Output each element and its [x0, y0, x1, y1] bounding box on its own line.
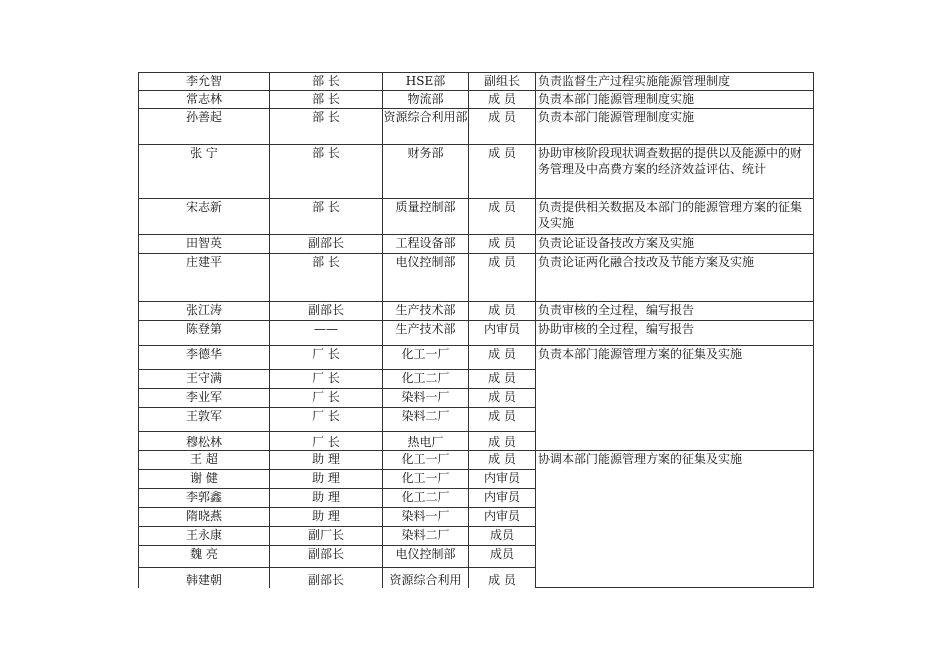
- member-name: 宋志新: [139, 199, 270, 235]
- member-position: 助 理: [270, 489, 383, 508]
- member-role: 成 员: [469, 408, 536, 432]
- member-name: 常志林: [139, 91, 270, 109]
- member-position: ——: [270, 321, 383, 346]
- table-row: [139, 302, 814, 321]
- member-name: 李德华: [139, 346, 270, 370]
- member-position: 助 理: [270, 451, 383, 470]
- member-name: 王守满: [139, 370, 270, 389]
- member-role: 成员: [469, 546, 536, 568]
- member-role: 成 员: [469, 145, 536, 199]
- member-role: 副组长: [469, 73, 536, 91]
- member-department: 质量控制部: [383, 199, 469, 235]
- member-name: 隋晓燕: [139, 508, 270, 527]
- team-members-table: [138, 72, 814, 588]
- member-department: 化工一厂: [383, 451, 469, 470]
- member-name: 王 超: [139, 451, 270, 470]
- table-row: [139, 254, 814, 302]
- member-position: 副部长: [270, 302, 383, 321]
- member-position: 厂 长: [270, 432, 383, 451]
- member-position: 助 理: [270, 508, 383, 527]
- member-duty: 负责审核的全过程，编写报告: [536, 302, 814, 321]
- member-role: 成 员: [469, 568, 536, 588]
- member-name: 李业军: [139, 389, 270, 408]
- member-department: 化工二厂: [383, 370, 469, 389]
- member-role: 成 员: [469, 235, 536, 254]
- member-role: 内审员: [469, 321, 536, 346]
- member-name: 王永康: [139, 527, 270, 546]
- member-name: 王敦军: [139, 408, 270, 432]
- member-department: 电仪控制部: [383, 546, 469, 568]
- member-department: 资源综合利用: [383, 568, 469, 588]
- member-department: 生产技术部: [383, 321, 469, 346]
- member-role: 成 员: [469, 451, 536, 470]
- member-role: 成员: [469, 527, 536, 546]
- member-department: 化工一厂: [383, 470, 469, 489]
- member-department: 热电厂: [383, 432, 469, 451]
- member-position: 副部长: [270, 235, 383, 254]
- member-department: 生产技术部: [383, 302, 469, 321]
- member-name: 庄建平: [139, 254, 270, 302]
- member-name: 谢 健: [139, 470, 270, 489]
- member-position: 厂 长: [270, 389, 383, 408]
- member-department: 染料二厂: [383, 408, 469, 432]
- member-department: 化工一厂: [383, 346, 469, 370]
- group-duty-factory: 负责本部门能源管理方案的征集及实施: [536, 346, 814, 451]
- member-duty: 协助审核阶段现状调查数据的提供以及能源中的财务管理及中高费方案的经济效益评估、统计: [536, 145, 814, 199]
- member-position: 部 长: [270, 109, 383, 145]
- group-duty-assistants: 协调本部门能源管理方案的征集及实施: [536, 451, 814, 588]
- member-department: 染料二厂: [383, 527, 469, 546]
- member-duty: 协助审核的全过程，编写报告: [536, 321, 814, 346]
- table-row: [139, 109, 814, 145]
- member-name: 张 宁: [139, 145, 270, 199]
- member-duty: 负责提供相关数据及本部门的能源管理方案的征集及实施: [536, 199, 814, 235]
- member-department: 化工二厂: [383, 489, 469, 508]
- member-name: 穆松林: [139, 432, 270, 451]
- member-department: 电仪控制部: [383, 254, 469, 302]
- member-department: 工程设备部: [383, 235, 469, 254]
- member-position: 副部长: [270, 546, 383, 568]
- member-name: 李允智: [139, 73, 270, 91]
- member-department: 染料一厂: [383, 389, 469, 408]
- member-position: 部 长: [270, 145, 383, 199]
- member-position: 部 长: [270, 91, 383, 109]
- member-duty: 负责论证设备技改方案及实施: [536, 235, 814, 254]
- member-position: 厂 长: [270, 370, 383, 389]
- table-row: [139, 73, 814, 91]
- member-position: 助 理: [270, 470, 383, 489]
- member-name: 张江涛: [139, 302, 270, 321]
- table-row: [139, 235, 814, 254]
- member-duty: 负责本部门能源管理制度实施: [536, 91, 814, 109]
- member-name: 魏 亮: [139, 546, 270, 568]
- member-role: 成 员: [469, 370, 536, 389]
- table-row: [139, 91, 814, 109]
- member-position: 厂 长: [270, 346, 383, 370]
- member-role: 成 员: [469, 389, 536, 408]
- member-role: 成 员: [469, 109, 536, 145]
- member-name: 田智英: [139, 235, 270, 254]
- member-role: 成 员: [469, 432, 536, 451]
- member-position: 副厂长: [270, 527, 383, 546]
- table-row: [139, 451, 814, 470]
- member-position: 副部长: [270, 568, 383, 588]
- member-name: 孙善起: [139, 109, 270, 145]
- member-position: 部 长: [270, 199, 383, 235]
- member-role: 内审员: [469, 508, 536, 527]
- table-row: [139, 145, 814, 199]
- table-row: [139, 321, 814, 346]
- member-name: 李郭鑫: [139, 489, 270, 508]
- member-department: 染料一厂: [383, 508, 469, 527]
- member-department: 物流部: [383, 91, 469, 109]
- member-role: 成 员: [469, 346, 536, 370]
- member-role: 成 员: [469, 199, 536, 235]
- table-row: [139, 199, 814, 235]
- member-name: 韩建朝: [139, 568, 270, 588]
- member-role: 成 员: [469, 91, 536, 109]
- member-position: 部 长: [270, 73, 383, 91]
- member-role: 成 员: [469, 254, 536, 302]
- member-duty: 负责本部门能源管理制度实施: [536, 109, 814, 145]
- member-department: 财务部: [383, 145, 469, 199]
- member-duty: 负责监督生产过程实施能源管理制度: [536, 73, 814, 91]
- member-duty: 负责论证两化融合技改及节能方案及实施: [536, 254, 814, 302]
- member-department: HSE部: [383, 73, 469, 91]
- table-row: [139, 346, 814, 370]
- member-role: 内审员: [469, 470, 536, 489]
- member-department: 资源综合利用部: [383, 109, 469, 145]
- member-position: 部 长: [270, 254, 383, 302]
- member-role: 内审员: [469, 489, 536, 508]
- team-members-body: [139, 73, 814, 588]
- member-role: 成 员: [469, 302, 536, 321]
- member-position: 厂 长: [270, 408, 383, 432]
- member-name: 陈登第: [139, 321, 270, 346]
